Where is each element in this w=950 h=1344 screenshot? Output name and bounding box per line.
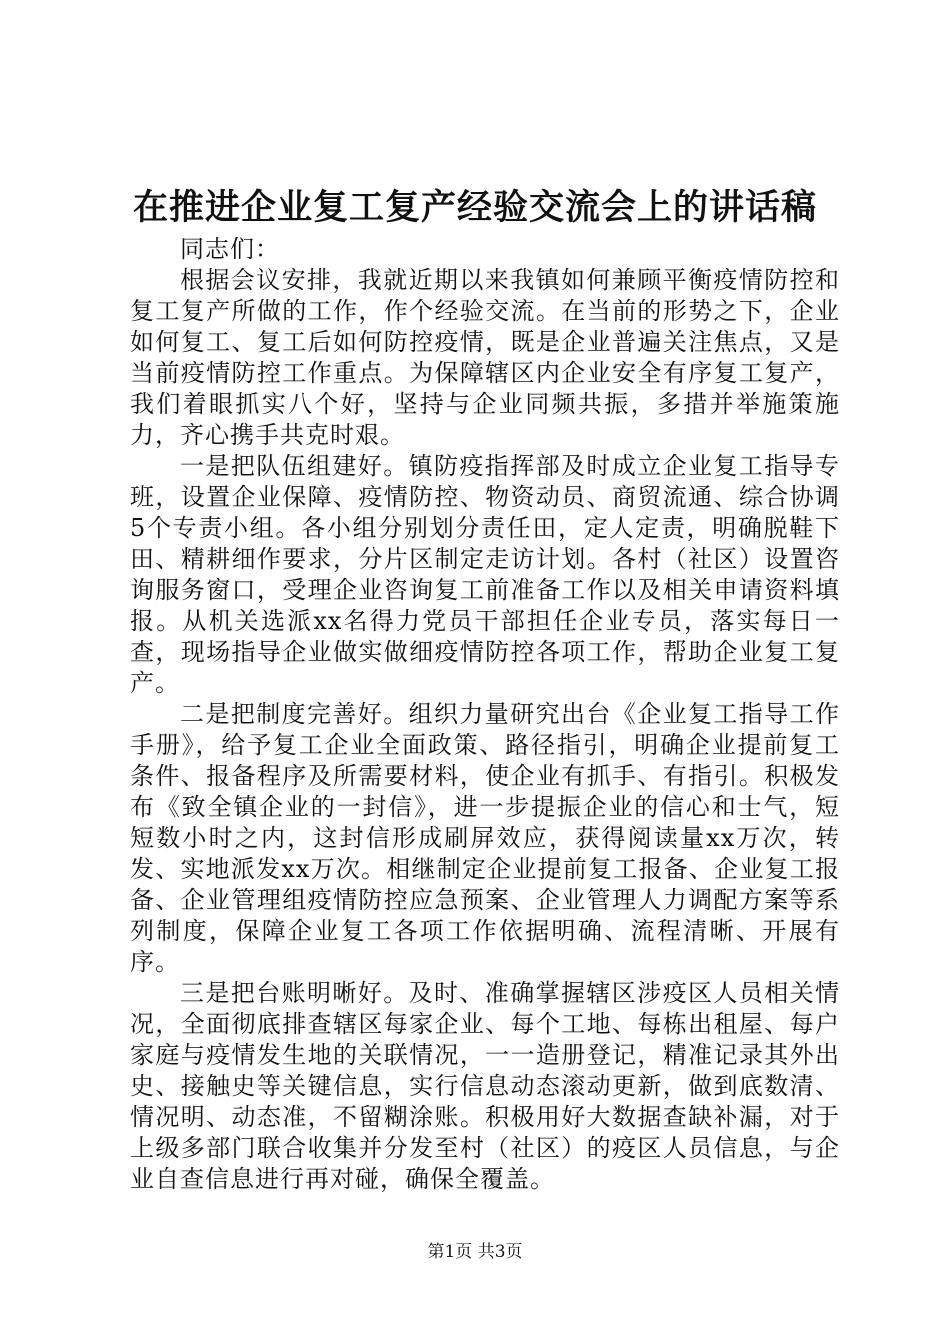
paragraph-system-improvement: 二是把制度完善好。组织力量研究出台《企业复工指导工作手册》，给予复工企业全面政策、路径指引，明确企业提前复工条件、报备程序及所需要材料，使企业有抓手、有指引。积极发布《致全镇企业的一封信》，进一步提振企业的信心和士气，短短数小时之内，这封信形成刷屏效应，获得阅读量xx万次，转发、实地派发xx万次。相继制定企业提前复工报备、企业复工报备、企业管理组疫情防控应急预案、企业管理人力调配方案等系列制度，保障企业复工各项工作依据明确、流程清晰、开展有序。 (130, 700, 840, 976)
paragraph-team-building: 一是把队伍组建好。镇防疫指挥部及时成立企业复工指导专班，设置企业保障、疫情防控、物资动员、商贸流通、综合协调5个专责小组。各小组分别划分责任田，定人定责，明确脱鞋下田、精耕细作要求，分片区制定走访计划。各村（社区）设置咨询服务窗口，受理企业咨询复工前准备工作以及相关申请资料填报。从机关选派xx名得力党员干部担任企业专员，落实每日一查，现场指导企业做实做细疫情防控各项工作，帮助企业复工复产。 (130, 452, 840, 697)
document-title: 在推进企业复工复产经验交流会上的讲话稿 (132, 187, 817, 228)
salutation: 同志们： (180, 235, 280, 263)
paragraph-intro: 根据会议安排，我就近期以来我镇如何兼顾平衡疫情防控和复工复产所做的工作，作个经验交流。在当前的形势之下，企业如何复工、复工后如何防控疫情，既是企业普遍关注焦点，又是当前疫情防控工作重点。为保障辖区内企业安全有序复工复产，我们着眼抓实八个好，坚持与企业同频共振，多措并举施策施力，齐心携手共克时艰。 (130, 266, 840, 449)
page-number-footer: 第1页 共3页 (427, 1242, 523, 1262)
document-body (130, 234, 840, 1195)
paragraph-ledger-clarity: 三是把台账明晰好。及时、准确掌握辖区涉疫区人员相关情况，全面彻底排查辖区每家企业、每个工地、每栋出租屋、每户家庭与疫情发生地的关联情况，一一造册登记，精准记录其外出史、接触史等关键信息，实行信息动态滚动更新，做到底数清、情况明、动态准，不留糊涂账。积极用好大数据查缺补漏，对于上级多部门联合收集并分发至村（社区）的疫区人员信息，与企业自查信息进行再对碰，确保全覆盖。 (130, 979, 840, 1193)
